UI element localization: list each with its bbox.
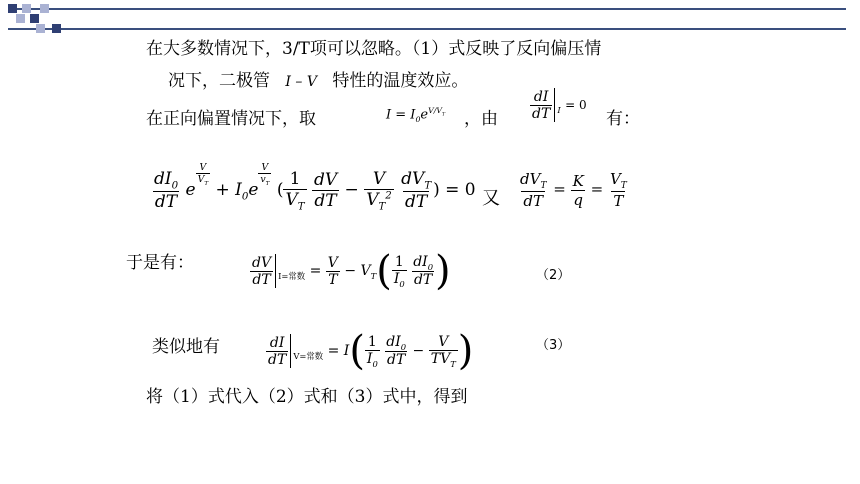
- subscript-const-i: I=常数: [278, 270, 306, 281]
- equation-3: $\frac{dI}{dT}$ $_{V=常数}$ = I( $\frac{1}{I_0}$ $\frac{dI_0}{dT}$ − $\frac{V}{TV_T}$ ): [268, 328, 474, 374]
- text-line-3-start: 在正向偏置情况下，取: [146, 109, 316, 129]
- equation-number-2: （2）: [536, 268, 571, 283]
- text-line-similarly: 类似地有: [152, 337, 220, 357]
- header-square-dark: [52, 24, 61, 33]
- header-square-dark: [30, 14, 39, 23]
- header-square-dark: [8, 4, 17, 13]
- equation-thermal-voltage: $\frac{dV_T}{dT}$ = $\frac{K}{q}$ = $\frac{V_T}{T}$: [520, 170, 627, 210]
- header-rule-top: [8, 8, 846, 10]
- equation-derivative-condition: $\frac{dI}{dT}$ $_I$ = 0: [532, 88, 587, 122]
- equation-forward-current: $I = I_0e^{V/V_T}$: [386, 106, 446, 124]
- header-square-light: [22, 4, 31, 13]
- equation-main-derivative: $\frac{dI_0}{dT}$ e $^{\frac{V}{V_T}}$ + $I_0e$ $^{\frac{V}{v_T}}$ ( $\frac{1}{V_T}$ $\frac{dV}{dT}$ − $\frac{V}{V_T^2}$ $\frac{dV_T}{dT}$ ) = 0: [154, 162, 476, 213]
- text-and: 又: [482, 188, 500, 209]
- text-line-thus: 于是有：: [126, 253, 194, 273]
- text-line-2-end: 特性的温度效应。: [332, 71, 469, 91]
- equation-2: $\frac{dV}{dT}$ $_{I=常数}$ = $\frac{V}{T}$ − $V_T$( $\frac{1}{I_0}$ $\frac{dI_0}{dT}$ ): [252, 248, 451, 294]
- text-line-3-end: 有：: [606, 109, 640, 129]
- text-line-2: [168, 66, 468, 91]
- header-square-light: [16, 14, 25, 23]
- header-square-light: [40, 4, 49, 13]
- header-square-light: [36, 24, 45, 33]
- iv-symbol: I – V: [285, 74, 317, 90]
- header-rule-bottom: [8, 28, 846, 30]
- text-line-1: 在大多数情况下，3/T项可以忽略。（1）式反映了反向偏压情: [146, 39, 602, 59]
- equation-number-3: （3）: [536, 338, 571, 353]
- text-line-2-start: 况下，二极管: [168, 71, 270, 91]
- subscript-const-v: V=常数: [293, 350, 324, 361]
- text-line-3-mid: ，由: [464, 109, 498, 129]
- text-line-last: 将（1）式代入（2）式和（3）式中，得到: [146, 387, 468, 407]
